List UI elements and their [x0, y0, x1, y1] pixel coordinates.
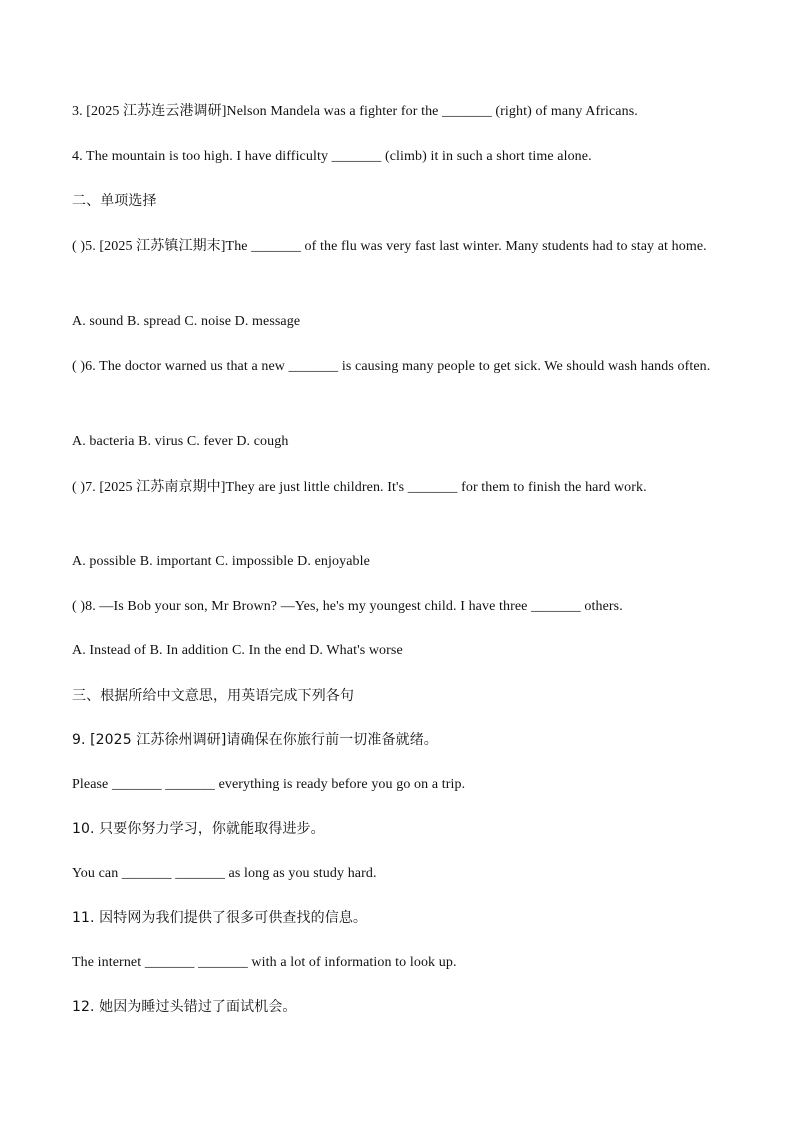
question-4: 4. The mountain is too high. I have difficulty _______ (climb) it in such a short time alone.: [72, 149, 592, 164]
question-11-english: The internet _______ _______ with a lot of information to look up.: [72, 955, 457, 970]
question-12-chinese: 12. 她因为睡过头错过了面试机会。: [72, 999, 297, 1015]
question-3: 3. [2025 江苏连云港调研]Nelson Mandela was a fighter for the _______ (right) of many Africans.: [72, 104, 638, 119]
question-8-options: A. Instead of B. In addition C. In the end D. What's worse: [72, 643, 403, 658]
question-10-english: You can _______ _______ as long as you study hard.: [72, 866, 377, 881]
section-heading-single-choice: 二、单项选择: [72, 193, 157, 209]
question-6: ( )6. The doctor warned us that a new _______ is causing many people to get sick. We should wash hands often.: [72, 359, 711, 374]
question-8: ( )8. —Is Bob your son, Mr Brown? —Yes, he's my youngest child. I have three _______ others.: [72, 599, 623, 614]
question-9-english: Please _______ _______ everything is ready before you go on a trip.: [72, 777, 466, 792]
question-6-options: A. bacteria B. virus C. fever D. cough: [72, 434, 289, 449]
question-5: ( )5. [2025 江苏镇江期末]The _______ of the flu was very fast last winter. Many students had to stay at home.: [72, 239, 707, 254]
question-11-chinese: 11. 因特网为我们提供了很多可供查找的信息。: [72, 910, 368, 926]
question-10-chinese: 10. 只要你努力学习，你就能取得进步。: [72, 821, 325, 837]
question-5-options: A. sound B. spread C. noise D. message: [72, 314, 301, 329]
question-7-options: A. possible B. important C. impossible D. enjoyable: [72, 554, 370, 569]
question-7: ( )7. [2025 江苏南京期中]They are just little children. It's _______ for them to finish the hard work.: [72, 480, 647, 495]
question-9-chinese: 9. [2025 江苏徐州调研]请确保在你旅行前一切准备就绪。: [72, 732, 438, 748]
section-heading-translation: 三、根据所给中文意思，用英语完成下列各句: [72, 688, 354, 704]
